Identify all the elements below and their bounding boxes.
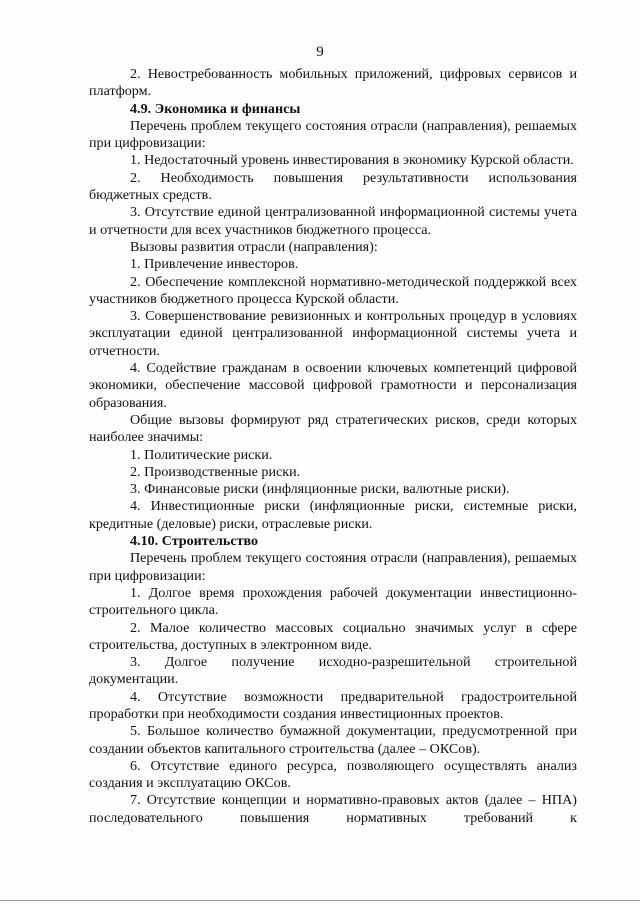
document-body [89, 66, 577, 827]
list-item: 4. Содействие гражданам в освоении ключевых компетенций цифровой экономики, обеспечение массовой цифровой грамотности и персонализация образования. [89, 360, 577, 411]
list-item: 3. Совершенствование ревизионных и контрольных процедур в условиях эксплуатации единой централизованной информационной системы учета и отчетности. [89, 308, 577, 359]
paragraph: Вызовы развития отрасли (направления): [130, 238, 378, 255]
list-item: 1. Привлечение инвесторов. [130, 256, 299, 273]
list-item: 2. Малое количество массовых социально значимых услуг в сфере строительства, доступных в электронном виде. [89, 619, 577, 653]
list-item: 7. Отсутствие концепции и нормативно-правовых актов (далее – НПА) последовательного повышения нормативных требований к [89, 792, 577, 826]
list-item: 1. Политические риски. [130, 446, 273, 463]
list-item: 2. Производственные риски. [130, 463, 301, 480]
list-item: 4. Отсутствие возможности предварительной градостроительной проработки при необходимости создания инвестиционных проектов. [89, 688, 577, 722]
list-item: 1. Долгое время прохождения рабочей документации инвестиционно-строительного цикла. [89, 584, 577, 619]
list-item: 2. Обеспечение комплексной нормативно-методической поддержкой всех участников бюджетного процесса Курской области. [89, 273, 577, 307]
list-item: 1. Недостаточный уровень инвестирования в экономику Курской области. [130, 152, 574, 169]
section-heading-construction: 4.10. Строительство [130, 533, 259, 550]
paragraph: Общие вызовы формируют ряд стратегических рисков, среди которых наиболее значимы: [89, 411, 577, 446]
page-number: 9 [316, 44, 324, 60]
list-item: 3. Отсутствие единой централизованной информационной системы учета и отчетности для всех участников бюджетного процесса. [89, 204, 577, 238]
list-item: 6. Отсутствие единого ресурса, позволяющего осуществлять анализ создания и эксплуатацию ОКСов. [89, 757, 577, 792]
section-heading-economy-finance: 4.9. Экономика и финансы [130, 100, 301, 117]
list-item: 3. Долгое получение исходно-разрешительной строительной документации. [89, 654, 577, 688]
list-item: 3. Финансовые риски (инфляционные риски, валютные риски). [130, 481, 510, 498]
list-item: 5. Большое количество бумажной документации, предусмотренной при создании объектов капитального строительства (далее – ОКСов). [89, 723, 577, 757]
list-item: 2. Необходимость повышения результативности использования бюджетных средств. [89, 169, 577, 204]
scan-edge-divider [0, 900, 640, 901]
paragraph: 2. Невостребованность мобильных приложений, цифровых сервисов и платформ. [89, 66, 577, 100]
list-item: 4. Инвестиционные риски (инфляционные риски, системные риски, кредитные (деловые) риски, отраслевые риски. [89, 498, 577, 532]
paragraph: Перечень проблем текущего состояния отрасли (направления), решаемых при цифровизации: [89, 550, 577, 584]
paragraph: Перечень проблем текущего состояния отрасли (направления), решаемых при цифровизации: [89, 117, 577, 152]
